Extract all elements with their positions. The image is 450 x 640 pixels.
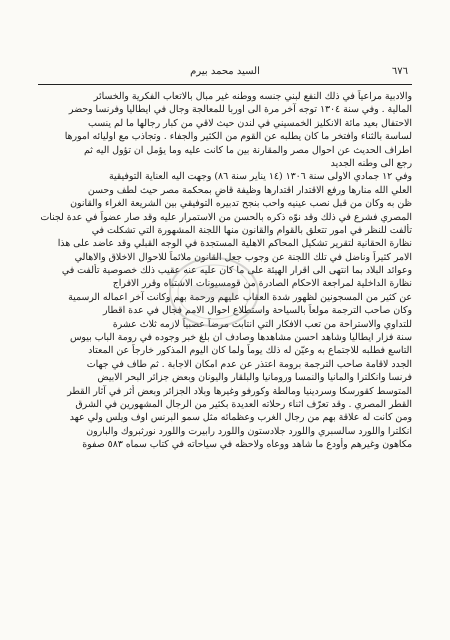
body-line: نظارة الحقانية لتقرير تشكيل المحاكم الاهلية المستجدة في الوجه القبلي وقد عاضد على هذا [57, 238, 412, 250]
body-line: رجع الى وطنه الجديد [330, 157, 412, 169]
page-number: ٦٧٦ [391, 66, 408, 77]
body-line: الجدد لاقامة صاحب الترجمة برومة اعتذر عن عدم امكان الاجابة . ثم طاف في جهات [86, 358, 412, 370]
body-line: المتوسط كقورسكا وسردينيا ومالطة وكورفو وغيرها وبلاد الجزائر وبعض أثر في آثار القطر [67, 385, 412, 397]
body-line: للتداوي والاستراحة من تعب الافكار التي انتابت مرضاً عصبياً لازمه ثلاث عشرة [112, 318, 412, 330]
body-line: وكان صاحب الترجمة مولعاً بالسياحة واستطلاع احوال الامم فجال في عدة اقطار [103, 305, 412, 317]
page-header [38, 66, 412, 80]
body-line: الامر كثيراً وناضل في تلك اللجنة عن وجوب جعل القانون ملائماً للاحوال الاخلاق والاهالي [74, 251, 412, 263]
body-line: لساسة بالثناء وافتخر ما كان يطلبه عن القوم من الكثير والجفاء . وتجاذب مع اوليائه امورها [64, 131, 412, 143]
header-rule [38, 84, 412, 85]
body-line: سنة فزار ايطاليا وشاهد احسن مشاهدها وصادف ان بلغ خبر وجوده في رومة الباب بيوس [69, 332, 412, 344]
running-title: السيد محمد بيرم [190, 66, 260, 77]
body-line: وفي ١٢ جمادي الاولى سنة ١٣٠٦ (١٤ يناير سنة ٨٦) وجهت اليه العناية التوفيقية [108, 171, 412, 183]
body-line: انكلترا واللورد سالسبري واللورد جلادستون واللورد رابيرت واللورد نورثبروك والبارون [86, 425, 412, 437]
body-line: تألفت للنظر في امور تتعلق بالقوام والقانون منها اللجنة المشهورة التي تشكلت في [91, 224, 412, 236]
body-line: فرنسا وانكلترا والمانيا والنمسا ورومانيا والبلقار واليونان وبعض جزائر البحر الابيض [97, 372, 412, 384]
body-line: نظارة الداخلية لمراجعة الاحكام الصادرة من قومسيونات الاشتباه وقرر الافراج [112, 278, 412, 290]
body-line: التاسع فطلبه للاجتماع به وعيّن له ذلك يوماً ولما كان اليوم المذكور خارجاً عن المعتاد [88, 345, 412, 357]
body-line: ومن كانت له علاقة بهم من رجال الغرب وعظمائه مثل سمو البرنس اوف ويلس ولي عهد [69, 412, 412, 424]
body-line: مكاهون وغيرهم وأودع ما شاهد ووعاه ولاحظه في سياحاته في كتاب سماه ٥٨٣ صفوة [82, 439, 412, 451]
body-line: والادبية مراعياً في ذلك النفع لبني جنسه ووطنه غير مبال بالاتعاب الفكرية والخسائر [93, 91, 412, 102]
body-line: العلي الله منارها ورفع الاقتدار اقتدارها وظيفة قاضٍ بمحكمة مصر حيث لطف وحسن [87, 184, 412, 196]
body-line: وعوائد البلاد بما انتهى الى اقرار الهيئة على ما كان عليه عنه عقيب ذلك خصوصية تألفت في [61, 265, 412, 277]
body-line: المالية . وفي سنة ١٣٠٤ توجه آخر مرة الى اوربا للمعالجة وجال في ايطاليا وفرنسا وحضر [68, 104, 412, 116]
body-line: اطراف الحديث عن احوال مصر والمقارنة بين ما كانت عليه وما يؤمل ان تؤول اليه ثم [84, 144, 412, 156]
body-line: المصري فشرع في ذلك وقد نوّه ذكره بالحسن من الاستمرار عليه وقد صار عضواً في عدة لجنات [40, 211, 412, 223]
body-line: الاحتفال بعيد مائة الانكليز الخمسيني في لندن حيث لاقي من كبار رجالها ما لم ينسب [87, 117, 412, 129]
body-line: ظن به وكان من قبل نصب عينيه واحب بنجح تدبيره التوفيقي بين الشريعة الغراء والقانون [70, 198, 412, 210]
body-line: عن كثير من المسجونين لظهور شدة العقاب عليهم ورحمة بهم وكانت آخر اعماله الرسمية [68, 291, 412, 303]
body-text [40, 90, 412, 620]
body-line: القطر المصري . وقد تعرّف اثناء رحلاته العديدة بكثير من الرجال المشهورين في الشرق [75, 398, 412, 410]
